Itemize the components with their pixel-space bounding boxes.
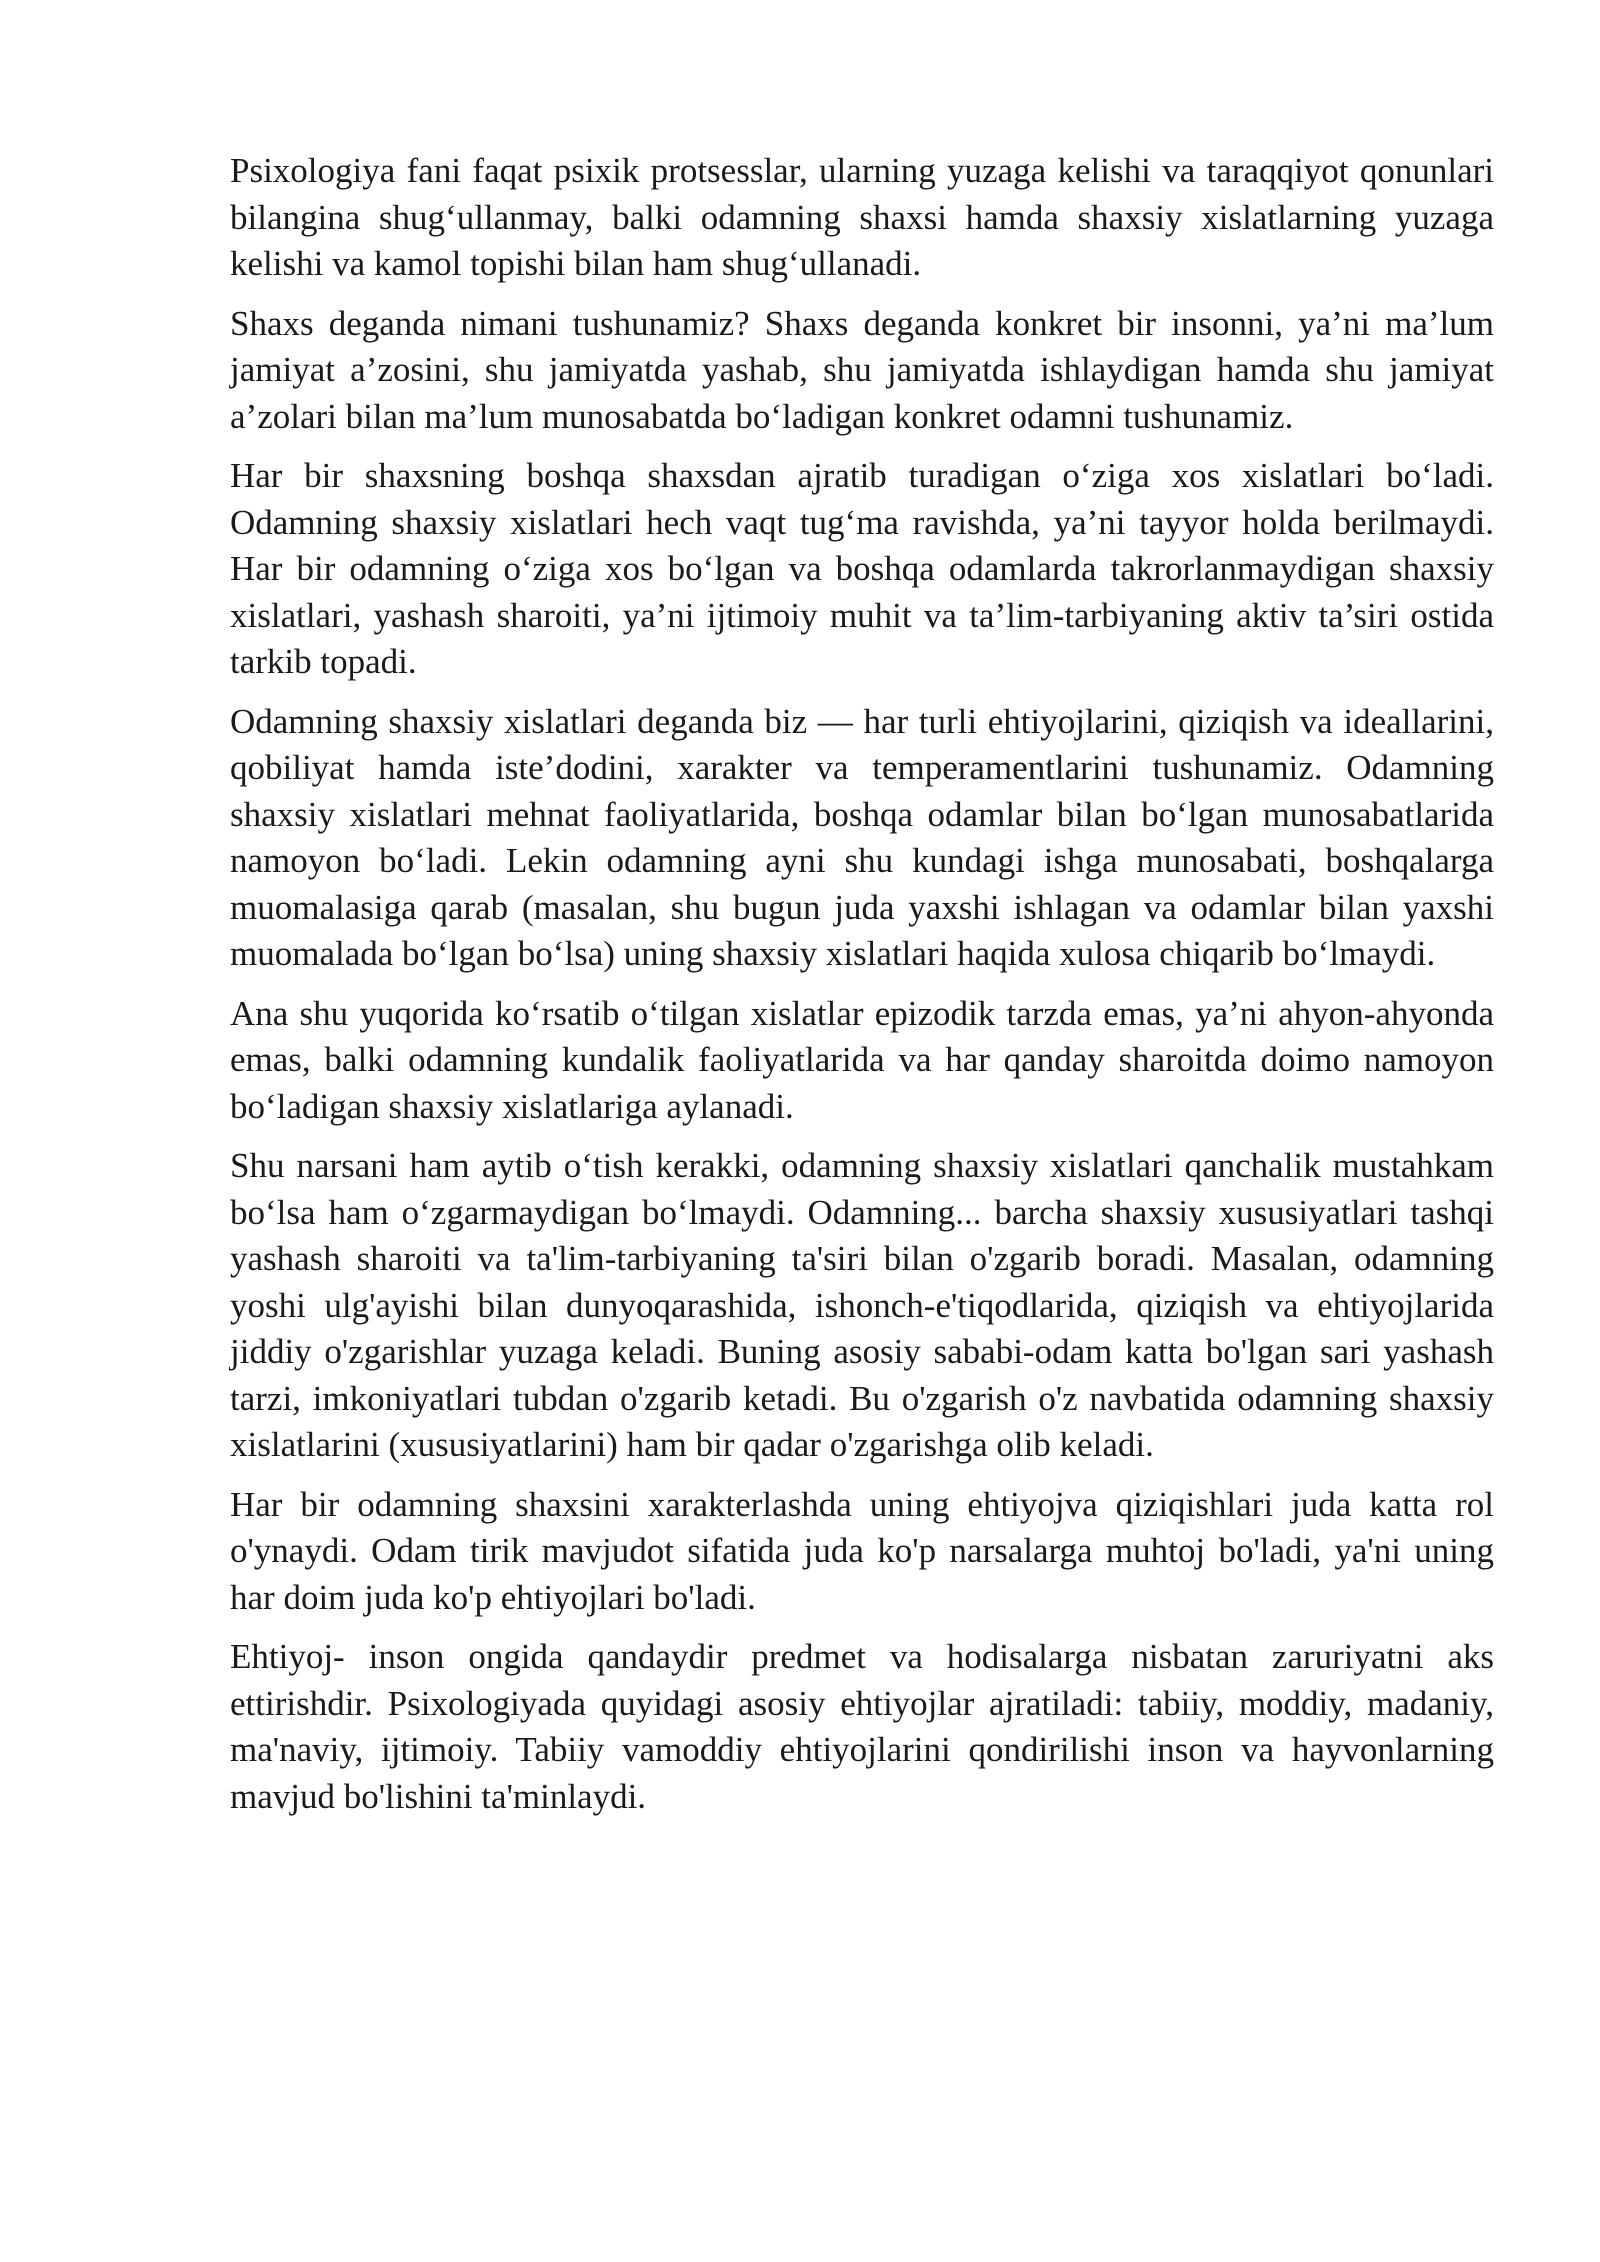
paragraph-7: Har bir odamning shaxsini xarakterlashda uning ehtiyojva qiziqishlari juda katta rol o'ynaydi. Odam tirik mavjudot sifatida juda ko'p narsalarga muhtoj bo'ladi, ya'ni uning har doim juda ko'p ehtiyojlari bo'ladi. [230,1484,1494,1617]
paragraph-2: Shaxs deganda nimani tushunamiz? Shaxs deganda konkret bir insonni, ya’ni ma’lum jamiyat a’zosini, shu jamiyatda yashab, shu jamiyatda ishlaydigan hamda shu jamiyat a’zolari bilan ma’lum munosabatda bo‘ladigan konkret odamni tushunamiz. [230,303,1494,436]
paragraph-1: Psixologiya fani faqat psixik protsesslar, ularning yuzaga kelishi va taraqqiyot qonunlari bilangina shug‘ullanmay, balki odamning shaxsi hamda shaxsiy xislatlarning yuzaga kelishi va kamol topishi bilan ham shug‘ullanadi. [230,151,1494,283]
paragraph-4: Odamning shaxsiy xislatlari deganda biz — har turli ehtiyojlarini, qiziqish va ideallarini, qobiliyat hamda iste’dodini, xarakter va temperamentlarini tushunamiz. Odamning shaxsiy xislatlari mehnat faoliyatlarida, boshqa odamlar bilan bo‘lgan munosabatlarida namoyon bo‘ladi. Lekin odamning ayni shu kundagi ishga munosabati, boshqalarga muomalasiga qarab (masalan, shu bugun juda yaxshi ishlagan va odamlar bilan yaxshi muomalada bo‘lgan bo‘lsa) uning shaxsiy xislatlari haqida xulosa chiqarib bo‘lmaydi. [230,701,1494,973]
paragraph-6: Shu narsani ham aytib o‘tish kerakki, odamning shaxsiy xislatlari qanchalik mustahkam bo‘lsa ham o‘zgarmaydigan bo‘lmaydi. Odamning... barcha shaxsiy xususiyatlari tashqi yashash sharoiti va ta'lim-tarbiyaning ta'siri bilan o'zgarib boradi. Masalan, odamning yoshi ulg'ayishi bilan dunyoqarashida, ishonch-e'tiqodlarida, qiziqish va ehtiyojlarida jiddiy o'zgarishlar yuzaga keladi. Buning asosiy sababi-odam katta bo'lgan sari yashash tarzi, imkoniyatlari tubdan o'zgarib ketadi. Bu o'zgarish o'z navbatida odamning shaxsiy xislatlarini (xususiyatlarini) ham bir qadar o'zgarishga olib keladi. [230,1146,1494,1464]
paragraph-5: Ana shu yuqorida ko‘rsatib o‘tilgan xislatlar epizodik tarzda emas, ya’ni ahyon-ahyonda emas, balki odamning kundalik faoliyatlarida va har qanday sharoitda doimo namoyon bo‘ladigan shaxsiy xislatlariga aylanadi. [230,993,1494,1126]
paragraph-3: Har bir shaxsning boshqa shaxsdan ajratib turadigan o‘ziga xos xislatlari bo‘ladi. Odamning shaxsiy xislatlari hech vaqt tug‘ma ravishda, ya’ni tayyor holda berilmaydi. Har bir odamning o‘ziga xos bo‘lgan va boshqa odamlarda takrorlanmaydigan shaxsiy xislatlari, yashash sharoiti, ya’ni ijtimoiy muhit va ta’lim-tarbiyaning aktiv ta’siri ostida tarkib topadi. [230,456,1494,681]
paragraph-8: Ehtiyoj- inson ongida qandaydir predmet va hodisalarga nisbatan zaruriyatni aks ettirishdir. Psixologiyada quyidagi asosiy ehtiyojlar ajratiladi: tabiiy, moddiy, madaniy, ma'naviy, ijtimoiy. Tabiiy vamoddiy ehtiyojlarini qondirilishi inson va hayvonlarning mavjud bo'lishini ta'minlaydi. [230,1637,1494,1816]
document-page [230,148,1494,1833]
